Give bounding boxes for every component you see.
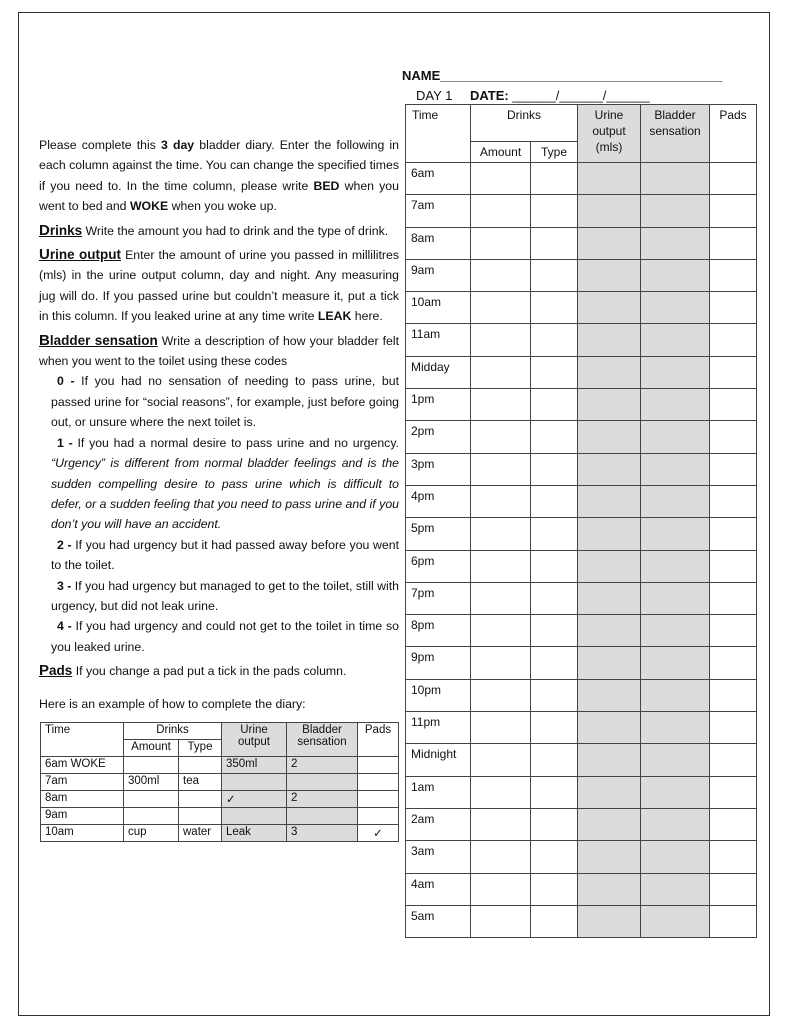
diary-cell-amount[interactable] — [471, 453, 531, 485]
diary-cell-amount[interactable] — [471, 647, 531, 679]
ex-header-pads: Pads — [358, 723, 399, 757]
code-2-number: 2 - — [57, 537, 72, 552]
diary-cell-bladder[interactable] — [641, 163, 710, 195]
day-label: DAY 1 — [416, 88, 453, 103]
example-row — [41, 774, 399, 791]
woke-keyword: WOKE — [129, 199, 169, 214]
example-table — [40, 722, 399, 842]
diary-cell-pads[interactable] — [710, 259, 757, 291]
example-cell-type: water — [179, 825, 222, 842]
diary-cell-bladder[interactable] — [641, 421, 710, 453]
diary-time-label: 9am — [406, 259, 471, 291]
example-cell-urine — [222, 774, 287, 791]
diary-row — [406, 356, 757, 388]
date-field[interactable]: ______/______/______ — [512, 88, 650, 103]
ex-header-amount: Amount — [124, 740, 179, 757]
diary-cell-type[interactable] — [531, 195, 578, 227]
diary-time-label: 6am — [406, 163, 471, 195]
diary-time-label: 11am — [406, 324, 471, 356]
diary-cell-amount[interactable] — [471, 324, 531, 356]
code-1 — [39, 433, 399, 535]
code-0 — [39, 371, 399, 432]
diary-header-bladder: Bladder sensation — [641, 105, 710, 163]
diary-cell-bladder[interactable] — [641, 873, 710, 905]
example-cell-amount: 300ml — [124, 774, 179, 791]
diary-row — [406, 421, 757, 453]
diary-cell-pads[interactable] — [710, 356, 757, 388]
example-row — [41, 825, 399, 842]
diary-cell-bladder[interactable] — [641, 808, 710, 840]
example-cell-pads — [358, 774, 399, 791]
diary-cell-bladder[interactable] — [641, 647, 710, 679]
diary-cell-amount[interactable] — [471, 421, 531, 453]
diary-cell-amount[interactable] — [471, 259, 531, 291]
diary-time-label: 9pm — [406, 647, 471, 679]
diary-cell-amount[interactable] — [471, 808, 531, 840]
diary-cell-urine[interactable] — [578, 421, 641, 453]
name-field[interactable]: NAME_______________________________________ — [402, 68, 723, 83]
diary-time-label: 5am — [406, 905, 471, 937]
diary-time-label: 8pm — [406, 615, 471, 647]
diary-row — [406, 712, 757, 744]
code-4 — [39, 616, 399, 657]
diary-cell-amount[interactable] — [471, 550, 531, 582]
example-cell-type — [179, 791, 222, 808]
diary-cell-bladder[interactable] — [641, 259, 710, 291]
diary-cell-urine[interactable] — [578, 582, 641, 614]
diary-cell-type[interactable] — [531, 356, 578, 388]
leak-keyword: LEAK — [317, 309, 352, 324]
diary-cell-urine[interactable] — [578, 647, 641, 679]
diary-row — [406, 453, 757, 485]
diary-cell-amount[interactable] — [471, 615, 531, 647]
diary-row — [406, 389, 757, 421]
diary-cell-pads[interactable] — [710, 421, 757, 453]
ex-header-urine: Urine output — [222, 723, 287, 757]
urine-heading — [39, 247, 121, 262]
diary-time-label: 3am — [406, 841, 471, 873]
diary-cell-amount[interactable] — [471, 389, 531, 421]
diary-row — [406, 195, 757, 227]
diary-cell-pads[interactable] — [710, 163, 757, 195]
diary-cell-bladder[interactable] — [641, 582, 710, 614]
diary-cell-type[interactable] — [531, 712, 578, 744]
diary-cell-type[interactable] — [531, 163, 578, 195]
intro-text: Please complete this — [39, 138, 161, 152]
pads-heading-rest: ads — [49, 663, 73, 679]
drinks-heading — [39, 223, 82, 238]
diary-cell-urine[interactable] — [578, 163, 641, 195]
example-cell-urine: ✓ — [222, 791, 287, 808]
diary-row — [406, 808, 757, 840]
example-cell-time: 6am WOKE — [41, 757, 124, 774]
example-cell-time: 10am — [41, 825, 124, 842]
diary-cell-pads[interactable] — [710, 647, 757, 679]
diary-cell-bladder[interactable] — [641, 356, 710, 388]
diary-time-label: Midnight — [406, 744, 471, 776]
diary-cell-type[interactable] — [531, 776, 578, 808]
diary-cell-urine[interactable] — [578, 873, 641, 905]
example-cell-urine: 350ml — [222, 757, 287, 774]
diary-row — [406, 324, 757, 356]
diary-row — [406, 873, 757, 905]
diary-cell-pads[interactable] — [710, 615, 757, 647]
diary-cell-amount[interactable] — [471, 356, 531, 388]
code-1-number: 1 - — [57, 435, 73, 450]
diary-cell-type[interactable] — [531, 841, 578, 873]
example-cell-bladder: 2 — [287, 791, 358, 808]
diary-header-time: Time — [406, 105, 471, 163]
diary-row — [406, 647, 757, 679]
diary-time-label: 2am — [406, 808, 471, 840]
diary-cell-type[interactable] — [531, 485, 578, 517]
diary-cell-pads[interactable] — [710, 744, 757, 776]
diary-cell-urine[interactable] — [578, 324, 641, 356]
diary-cell-type[interactable] — [531, 389, 578, 421]
example-title: Here is an example of how to complete the diary: — [39, 696, 306, 711]
diary-time-label: 8am — [406, 227, 471, 259]
example-cell-amount — [124, 808, 179, 825]
diary-row — [406, 485, 757, 517]
diary-header-type: Type — [531, 142, 578, 163]
diary-time-label: 4pm — [406, 485, 471, 517]
diary-cell-urine[interactable] — [578, 227, 641, 259]
diary-cell-bladder[interactable] — [641, 518, 710, 550]
example-cell-amount — [124, 791, 179, 808]
example-row — [41, 808, 399, 825]
diary-cell-urine[interactable] — [578, 292, 641, 324]
diary-cell-pads[interactable] — [710, 227, 757, 259]
diary-cell-bladder[interactable] — [641, 324, 710, 356]
diary-cell-pads[interactable] — [710, 453, 757, 485]
bladder-heading — [39, 333, 158, 348]
diary-header-urine: Urine output (mls) — [578, 105, 641, 163]
diary-cell-urine[interactable] — [578, 195, 641, 227]
diary-cell-amount[interactable] — [471, 518, 531, 550]
ex-header-drinks: Drinks — [124, 723, 222, 740]
diary-cell-amount[interactable] — [471, 744, 531, 776]
diary-cell-type[interactable] — [531, 873, 578, 905]
example-cell-pads — [358, 808, 399, 825]
bladder-paragraph — [39, 331, 399, 372]
diary-cell-pads[interactable] — [710, 292, 757, 324]
diary-time-label: Midday — [406, 356, 471, 388]
diary-row — [406, 518, 757, 550]
diary-cell-urine[interactable] — [578, 518, 641, 550]
example-cell-type: tea — [179, 774, 222, 791]
example-cell-bladder — [287, 808, 358, 825]
diary-time-label: 1pm — [406, 389, 471, 421]
bladder-heading-cap: B — [39, 331, 50, 349]
diary-cell-pads[interactable] — [710, 485, 757, 517]
drinks-heading-rest: rinks — [49, 222, 83, 238]
diary-row — [406, 679, 757, 711]
example-row — [41, 757, 399, 774]
code-4-number: 4 - — [57, 619, 72, 634]
diary-cell-amount[interactable] — [471, 195, 531, 227]
diary-cell-pads[interactable] — [710, 518, 757, 550]
example-cell-urine — [222, 808, 287, 825]
urgency-definition: “Urgency” is different from normal bladder feelings and is the sudden compelling desire to pass urine which is difficult to defer, or a sudden feeling that you need to pass urine and if you don’t you will have an accident. — [51, 456, 399, 532]
diary-time-label: 2pm — [406, 421, 471, 453]
diary-row — [406, 259, 757, 291]
diary-cell-type[interactable] — [531, 615, 578, 647]
diary-cell-type[interactable] — [531, 324, 578, 356]
diary-cell-urine[interactable] — [578, 744, 641, 776]
instructions — [39, 135, 399, 714]
diary-row — [406, 227, 757, 259]
diary-cell-type[interactable] — [531, 259, 578, 291]
diary-cell-amount[interactable] — [471, 679, 531, 711]
pads-heading — [39, 663, 72, 678]
code-1-text: If you had a normal desire to pass urine and no urgency. — [72, 435, 399, 450]
diary-cell-urine[interactable] — [578, 776, 641, 808]
pads-heading-cap: P — [39, 662, 50, 680]
diary-cell-type[interactable] — [531, 421, 578, 453]
diary-cell-type[interactable] — [531, 905, 578, 937]
intro-bold: 3 day — [161, 138, 195, 152]
ex-header-time: Time — [41, 723, 124, 757]
diary-cell-pads[interactable] — [710, 808, 757, 840]
diary-cell-pads[interactable] — [710, 776, 757, 808]
diary-cell-urine[interactable] — [578, 905, 641, 937]
diary-cell-urine[interactable] — [578, 841, 641, 873]
date-label: DATE: — [470, 88, 509, 103]
example-cell-time: 9am — [41, 808, 124, 825]
bed-keyword: BED — [313, 178, 340, 193]
intro-paragraph — [39, 135, 399, 217]
diary-cell-urine[interactable] — [578, 259, 641, 291]
urine-paragraph — [39, 245, 399, 327]
urine-text: Enter the amount of urine you passed in millilitres (mls) in the urine output column, day and night. Any measuring jug will do. If you passed urine but couldn’t measure it, put a tick in this column. If you leaked urine at any time write — [39, 248, 399, 324]
diary-time-label: 7pm — [406, 582, 471, 614]
diary-cell-type[interactable] — [531, 550, 578, 582]
diary-cell-type[interactable] — [531, 744, 578, 776]
diary-cell-pads[interactable] — [710, 550, 757, 582]
diary-cell-amount[interactable] — [471, 873, 531, 905]
diary-time-label: 3pm — [406, 453, 471, 485]
diary-cell-bladder[interactable] — [641, 905, 710, 937]
diary-row — [406, 550, 757, 582]
example-cell-type — [179, 757, 222, 774]
diary-cell-bladder[interactable] — [641, 227, 710, 259]
diary-cell-urine[interactable] — [578, 679, 641, 711]
diary-cell-amount[interactable] — [471, 712, 531, 744]
intro-text-3: when you went to bed and — [39, 178, 399, 214]
diary-cell-type[interactable] — [531, 808, 578, 840]
diary-row — [406, 292, 757, 324]
diary-cell-bladder[interactable] — [641, 841, 710, 873]
diary-cell-type[interactable] — [531, 518, 578, 550]
code-2 — [39, 535, 399, 576]
intro-text-2: bladder diary. Enter the following in each column against the time. You can change the specified times if you need to. In the time column, please write — [39, 138, 399, 193]
drinks-paragraph — [39, 221, 399, 241]
diary-cell-bladder[interactable] — [641, 389, 710, 421]
example-cell-time: 8am — [41, 791, 124, 808]
diary-time-label: 7am — [406, 195, 471, 227]
diary-cell-urine[interactable] — [578, 356, 641, 388]
code-3-text: If you had urgency but managed to get to the toilet, still with urgency, but did not leak urine. — [51, 578, 399, 613]
intro-text-4: when you woke up. — [168, 199, 277, 214]
diary-cell-type[interactable] — [531, 227, 578, 259]
ex-header-type: Type — [179, 740, 222, 757]
example-cell-amount: cup — [124, 825, 179, 842]
diary-cell-pads[interactable] — [710, 873, 757, 905]
code-0-number: 0 - — [57, 374, 75, 389]
code-0-text: If you had no sensation of needing to pass urine, but passed urine for “social reasons”, for example, just before going out, or unsure where the next toilet is. — [51, 374, 399, 430]
bladder-heading-rest: ladder sensation — [49, 332, 158, 348]
diary-cell-bladder[interactable] — [641, 195, 710, 227]
example-cell-type — [179, 808, 222, 825]
diary-cell-type[interactable] — [531, 647, 578, 679]
diary-cell-urine[interactable] — [578, 453, 641, 485]
diary-cell-amount[interactable] — [471, 841, 531, 873]
diary-time-label: 4am — [406, 873, 471, 905]
drinks-text: Write the amount you had to drink and the type of drink. — [82, 223, 389, 238]
diary-cell-pads[interactable] — [710, 679, 757, 711]
code-4-text: If you had urgency and could not get to the toilet in time so you leaked urine. — [51, 619, 399, 654]
bladder-text: Write a description of how your bladder felt when you went to the toilet using these codes — [39, 333, 399, 369]
example-cell-pads: ✓ — [358, 825, 399, 842]
diary-cell-urine[interactable] — [578, 808, 641, 840]
example-cell-bladder: 3 — [287, 825, 358, 842]
diary-cell-urine[interactable] — [578, 550, 641, 582]
pads-text: If you change a pad put a tick in the pads column. — [72, 664, 347, 679]
diary-cell-bladder[interactable] — [641, 615, 710, 647]
diary-header-amount: Amount — [471, 142, 531, 163]
diary-cell-amount[interactable] — [471, 227, 531, 259]
diary-cell-type[interactable] — [531, 292, 578, 324]
example-row — [41, 791, 399, 808]
example-cell-amount — [124, 757, 179, 774]
diary-cell-pads[interactable] — [710, 582, 757, 614]
diary-row — [406, 615, 757, 647]
code-3 — [39, 576, 399, 617]
diary-row — [406, 163, 757, 195]
diary-cell-pads[interactable] — [710, 195, 757, 227]
diary-cell-bladder[interactable] — [641, 292, 710, 324]
diary-cell-pads[interactable] — [710, 905, 757, 937]
diary-cell-type[interactable] — [531, 679, 578, 711]
diary-cell-urine[interactable] — [578, 389, 641, 421]
diary-cell-pads[interactable] — [710, 712, 757, 744]
diary-time-label: 10pm — [406, 679, 471, 711]
diary-time-label: 5pm — [406, 518, 471, 550]
diary-cell-bladder[interactable] — [641, 679, 710, 711]
diary-row — [406, 744, 757, 776]
diary-cell-amount[interactable] — [471, 582, 531, 614]
code-2-text: If you had urgency but it had passed away before you went to the toilet. — [51, 537, 399, 573]
diary-cell-bladder[interactable] — [641, 776, 710, 808]
diary-cell-bladder[interactable] — [641, 550, 710, 582]
diary-cell-bladder[interactable] — [641, 712, 710, 744]
example-cell-pads — [358, 791, 399, 808]
urine-heading-rest: rine output — [49, 247, 121, 263]
diary-cell-urine[interactable] — [578, 615, 641, 647]
code-3-number: 3 - — [57, 578, 72, 593]
example-cell-bladder: 2 — [287, 757, 358, 774]
diary-cell-bladder[interactable] — [641, 744, 710, 776]
diary-cell-pads[interactable] — [710, 324, 757, 356]
diary-cell-amount[interactable] — [471, 776, 531, 808]
example-cell-pads — [358, 757, 399, 774]
pads-paragraph — [39, 661, 399, 681]
example-cell-time: 7am — [41, 774, 124, 791]
diary-cell-urine[interactable] — [578, 485, 641, 517]
diary-time-label: 1am — [406, 776, 471, 808]
urine-heading-cap: U — [39, 246, 50, 264]
urine-text-end: here. — [351, 309, 383, 324]
example-cell-urine: Leak — [222, 825, 287, 842]
example-cell-bladder — [287, 774, 358, 791]
diary-header-drinks: Drinks — [471, 105, 578, 142]
diary-time-label: 10am — [406, 292, 471, 324]
diary-cell-urine[interactable] — [578, 712, 641, 744]
diary-row — [406, 841, 757, 873]
diary-cell-amount[interactable] — [471, 292, 531, 324]
diary-cell-type[interactable] — [531, 453, 578, 485]
diary-row — [406, 582, 757, 614]
day-date-line — [416, 88, 650, 103]
diary-cell-amount[interactable] — [471, 485, 531, 517]
drinks-heading-cap: D — [39, 221, 50, 239]
diary-row — [406, 905, 757, 937]
diary-row — [406, 776, 757, 808]
ex-header-bladder: Bladder sensation — [287, 723, 358, 757]
diary-time-label: 11pm — [406, 712, 471, 744]
diary-cell-pads[interactable] — [710, 389, 757, 421]
diary-cell-amount[interactable] — [471, 905, 531, 937]
diary-cell-bladder[interactable] — [641, 453, 710, 485]
diary-cell-pads[interactable] — [710, 841, 757, 873]
diary-cell-bladder[interactable] — [641, 485, 710, 517]
diary-header-pads: Pads — [710, 105, 757, 163]
diary-time-label: 6pm — [406, 550, 471, 582]
diary-cell-type[interactable] — [531, 582, 578, 614]
diary-table — [405, 104, 757, 938]
diary-cell-amount[interactable] — [471, 163, 531, 195]
